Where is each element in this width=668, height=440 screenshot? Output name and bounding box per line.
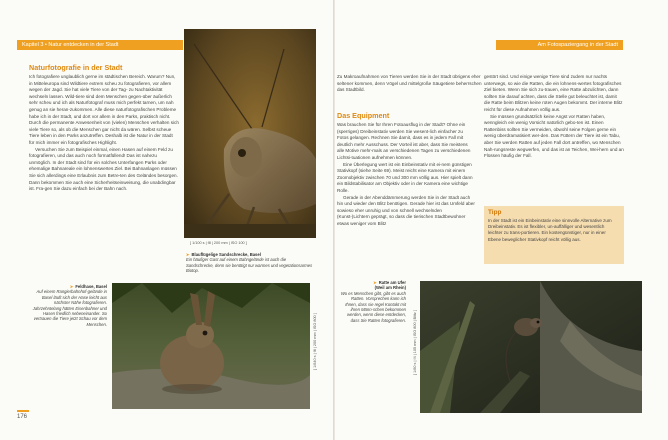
paragraph: Sie müssen grundsätzlich keine Angst vor Ratten haben, wenngleich ein wenig Vorsicht natürlich gebo-ten ist. Einen Rattenbiss sollten Sie vermeiden, obwohl seine Folgen gerne ein wenig überdramatisiert wer-den. Das Füttern der Tiere ist ein Tabu, aber Sie werden Ratten auf jeden Fall dort antreffen, wo Menschen Nah-rungsreste wegwerfen, und das ist an Teichen, Wei-hern und an Flüssen häufig der Fall. [484, 113, 624, 159]
rat-exif: [ 1/60 s | f4 | 105 mm | ISO 800 | Blitz ] [413, 310, 417, 375]
rat-caption [340, 280, 406, 323]
grasshopper-caption-title: Blauflügelige Sandschrecke, Basel [191, 252, 261, 257]
tip-title: Tipp [488, 209, 502, 216]
tip-box [484, 206, 624, 264]
paragraph: gestört sind. Und einige wenige Tiere sind zudem nur nachts unterwegs, so wie die Ratten, die ein lohnens-wertes fotografisches Ziel bieten. Wenn Sie sich zu-trauen, eine Ratte abzulichten, dann sollten Sie darauf achten, dass die Stelle gut beleuchtet ist, damit die Ratte beim Blitzen keine roten Augen bekommt. Der interne Blitz reicht für diese Aufnahmen völlig aus. [484, 74, 623, 112]
rat-photo [420, 281, 642, 413]
paragraph: Zu Makroaufnahmen von Tieren werden Sie in der Stadt übrigens eher seltener kommen, denn Vögel und mittelgroße Säugetiere beherrschen das Stadtbild. [337, 74, 482, 93]
rat-caption-body: Wo es Menschen gibt, gibt es auch Ratten. Vorsprechen kann ich Ihnen, dass sie regel Kontakt mit ihren Männ-schen bekommen werden, wenn diese entdecken, dass Sie Ratten fotografieren. [340, 290, 406, 323]
section-heading-naturfotografie: Naturfotografie in der Stadt [29, 63, 123, 72]
caption-arrow-icon: ➤ [186, 252, 190, 257]
page-number: 176 [17, 414, 28, 420]
grasshopper-photo [184, 29, 316, 238]
hare-caption [29, 284, 107, 327]
middle-column-text [337, 74, 485, 94]
grasshopper-exif: [ 1/100 s | f8 | 200 mm | ISO 100 ] [190, 241, 247, 245]
paragraph: Ich fotografiere unglaublich gerne im städtischen Bereich. Warum? Nun, in Mitteleuropa sind Wildtiere extrem scheu zu fotografieren, vor allem wegen der Jagd. Sie hat viele Tiere von der Tag- zu Nachtaktivität wechseln lassen. Wild-tiere sind dem Menschen gegen-über äußerlich sehr scheu und ich als Naturfotograf muss mich perfekt tarnen, um nah genug an sie heran-zukommen. Alle diese naturfotografischen Probleme habe ich in der Stadt, und dort vor allem in den Parks, praktisch nicht. Durch die permanente Anwesenheit von (vielen) Menschen verhalten sich viele Tiere so, als ob die Menschen gar nicht da wären. Selbst scheue Tiere leben in den Parks anzutreffen. Deshalb ist die Natur in der Stadt für mich immer ein fotografisches Highlight. [29, 74, 179, 145]
hare-exif: [ 1/640 s | f8 | 200 mm | ISO 800 ] [313, 313, 317, 370]
right-column-text [484, 74, 624, 160]
paragraph: Was brauchen Sie für Ihren Fotoausflug in der Stadt? Ohne ein (sperriges) Dreibeinstativ werden Sie wesent-lich einfacher zu Fotos gelangen. Rechnen Sie damit, dass es in jedem Fall mit deutlich mehr Ausschuss. Der Vorteil ist aber, dass Sie meistens alle Motive mehr-mals an verschiedenen Tagen zu verschiedenen Lichtsi-tuationen aufnehmen können. [337, 122, 471, 160]
caption-arrow-icon: ➤ [69, 284, 74, 289]
grasshopper-caption-body: Ein häufiger Gast auf einem Bahngelände ist auch die Sandschrecke, denn sie benötigt nur warmes und vegetationsarmes Biotop. [186, 257, 313, 274]
book-gutter [333, 0, 335, 440]
paragraph: Versuchen Sie zum Beispiel einmal, einen Hasen auf einem Feld zu fotografieren, und das auch noch formatfüllend! Das ist nahezu unmöglich. In der Stadt sind für ein solches Unterfangen Parks oder ehemalige Bahnareale ein lohnenswertes Ziel. Bei Bahnanlagen müssen Sie sich allerdings eine Erlaubnis zum Betre-ten des Geländes besorgen. Dann bekommen Sie auch eine Sicherheitseinweisung, die unabdingbar ist. Fra-gen Sie dazu einfach bei der Bahn nach. [29, 146, 178, 192]
left-running-header-text: Kapitel 3 • Natur entdecken in der Stadt [22, 42, 119, 48]
equipment-text [337, 122, 475, 228]
paragraph: Eine Überlegung wert ist ein Einbeinstativ mit ei-nem günstigen Stativkopf (siehe Seite 69). Meist reicht eine Kamera mit einem Zoomobjektiv zwischen 70 und 300 mm völlig aus. Hier spielt dann ein Bildstabilisator am Objektiv oder in der Kamera eine wichtige Rolle. [337, 161, 473, 193]
left-column-text [29, 74, 179, 193]
rat-caption-title: Ratte am Ufer [378, 280, 406, 285]
right-running-header-text: Am Fotospaziergang in der Stadt [537, 42, 618, 48]
hare-caption-body: Auf einem Rangierbahnhof-gelände in Basel läuft sich der Hase leicht aus nächster Nähe fotografieren. Jahrzehntelang hätten Eisenbahner und Hasen friedlich nebeneinander. So vertrauen die Tiere jetzt Schau vor dem Menschen. [32, 289, 107, 327]
hare-photo [112, 283, 310, 409]
left-running-header [17, 40, 183, 50]
rat-caption-subtitle: (Weil am Rhein) [374, 285, 406, 291]
tip-body: In der Stadt ist ein Einbeinstativ eine sinnvolle Alternative zum Dreibeinstativ. Es ist flexibler, un-auffälliger und wesentlich leichter zu trans-portieren. Ein kostengünstiger, nur in einer Ebene beweglicher Stativkopf reicht völlig aus. [488, 218, 612, 242]
grasshopper-caption [186, 252, 314, 274]
right-running-header [496, 40, 623, 50]
hare-caption-title: Feldhase, Basel [75, 284, 107, 289]
section-heading-equipment: Das Equipment [337, 111, 390, 120]
caption-arrow-icon: ➤ [373, 280, 377, 285]
paragraph: Gerade in der Abenddämmerung werden Sie in der Stadt auch hin und wieder den Blitz benötigen. Gerade hier ist das Umfeld aber sowieso eher unruhig und von schnell wechselnden (Kunst-)Lichtern geprägt, so dass die tierischen Stadtbewohner etwas weniger vom Blitz [337, 194, 475, 226]
page-number-rule [17, 410, 29, 412]
